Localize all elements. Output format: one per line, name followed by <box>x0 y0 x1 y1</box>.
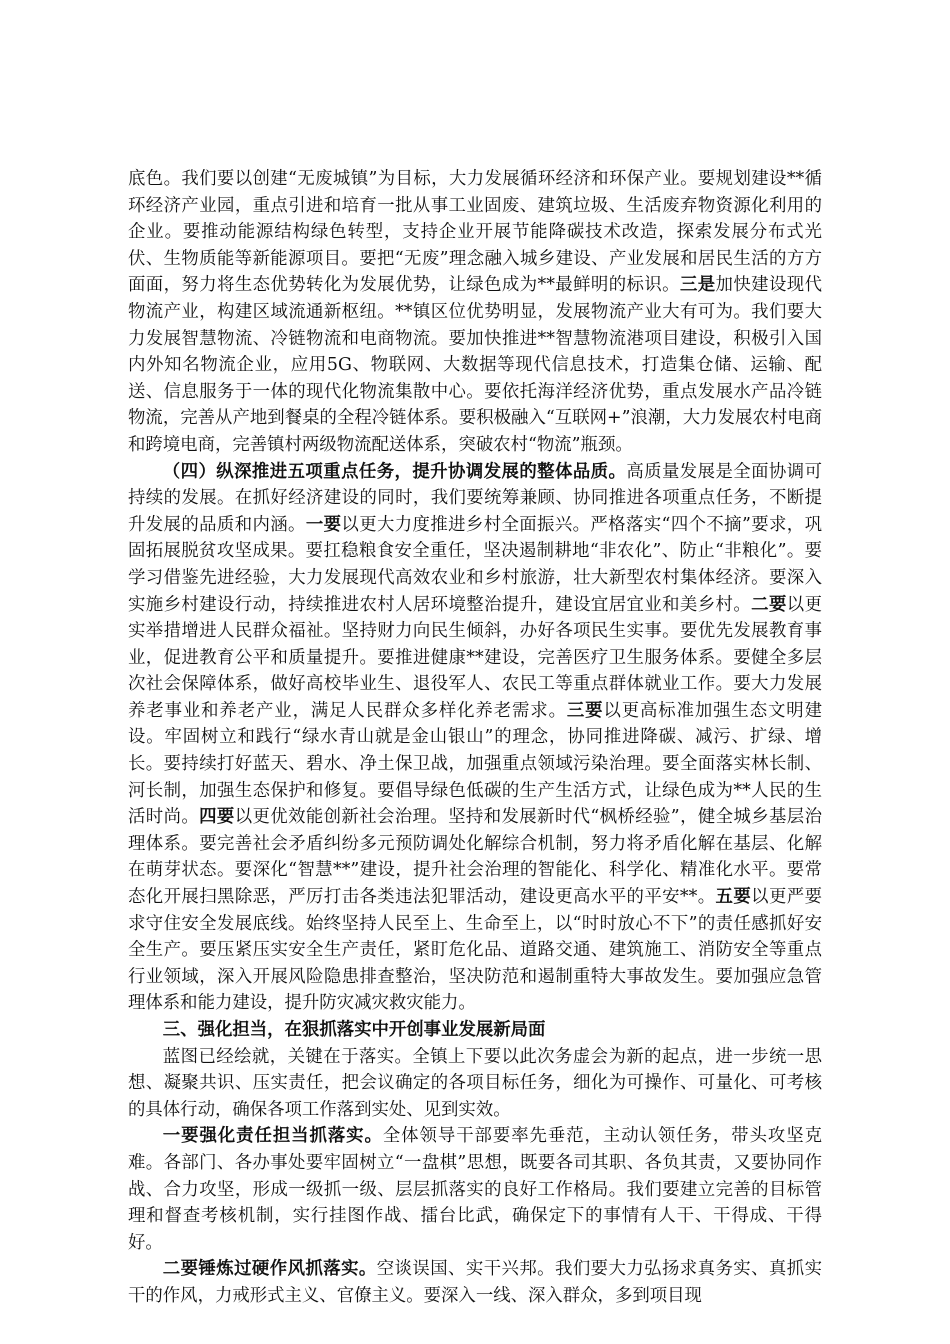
paragraph-text: 以更大力度推进乡村全面振兴。严格落实“四个不摘”要求，巩固拓展脱贫攻坚成果。要扛稳粮食安全重任，坚决遏制耕地“非农化”、防止“非粮化”。要学习借鉴先进经验，大力发展现代高效农业和乡村旅游，壮大新型农村集体经济。要深入实施乡村建设行动，持续推进农村人居环境整治提升，建设宜居宜业和美乡村。 <box>128 514 822 615</box>
section-heading: 三、强化担当，在狠抓落实中开创事业发展新局面 <box>162 1020 546 1040</box>
section-intro: 蓝图已经绘就，关键在于落实。全镇上下要以此次务虚会为新的起点，进一步统一思想、凝聚共识、压实责任，把会议确定的各项目标任务，细化为可操作、可量化、可考核的具体行动，确保各项工作落到实处、见到实效。 <box>128 1046 822 1120</box>
paragraph-text: 空谈误国、实干兴邦。我们要大力弘扬求真务实、真抓实干的作风，力戒形式主义、官僚主义。要深入一线、深入群众，多到项目现 <box>128 1259 822 1306</box>
paragraph-responsibility <box>128 1123 822 1256</box>
paragraph-text: 全体领导干部要率先垂范，主动认领任务，带头攻坚克难。各部门、各办事处要牢固树立“一盘棋”思想，既要各司其职、各负其责，又要协同作战、合力攻坚，形成一级抓一级、层层抓落实的良好工作格局。我们要建立完善的目标管理和督查考核机制，实行挂图作战、擂台比武，确保定下的事情有人干、干得成、干得好。 <box>128 1126 822 1253</box>
bold-label: 三要 <box>566 700 604 721</box>
paragraph-work-style <box>128 1256 822 1309</box>
bold-label: 三是 <box>679 275 716 296</box>
paragraph-text: 加快建设现代物流产业，构建区域流通新枢纽。**镇区位优势明显，发展物流产业大有可为。我们要大力发展智慧物流、冷链物流和电商物流。要加快推进**智慧物流港项目建设，积极引入国内外知名物流企业，应用5G、物联网、大数据等现代信息技术，打造集仓储、运输、配送、信息服务于一体的现代化物流集散中心。要依托海洋经济优势，重点发展水产品冷链物流，完善从产地到餐桌的全程冷链体系。要积极融入“互联网+”浪潮，大力发展农村电商和跨境电商，完善镇村两级物流配送体系，突破农村“物流”瓶颈。 <box>128 275 822 455</box>
paragraph-heading: 一要强化责任担当抓落实。 <box>162 1126 383 1147</box>
paragraph-circular-economy <box>128 166 822 459</box>
paragraph-five-tasks <box>128 459 822 1017</box>
paragraph-text: 以更高标准加强生态文明建设。牢固树立和践行“绿水青山就是金山银山”的理念，协同推进降碳、减污、扩绿、增长。要持续打好蓝天、碧水、净土保卫战，加强重点领域污染治理。要全面落实林长制、河长制，加强生态保护和修复。要倡导绿色低碳的生产生活方式，让绿色成为**人民的生活时尚。 <box>128 700 822 828</box>
paragraph-text: 底色。我们要以创建“无废城镇”为目标，大力发展循环经济和环保产业。要规划建设**循环经济产业园，重点引进和培育一批从事工业固废、建筑垃圾、生活废弃物资源化利用的企业。要推动能源结构绿色转型，支持企业开展节能降碳技术改造，探索发展分布式光伏、生物质能等新能源项目。要把“无废”理念融入城乡建设、产业发展和居民生活的方方面面，努力将生态优势转化为发展优势，让绿色成为**最鲜明的标识。 <box>128 169 822 296</box>
bold-label: 一要 <box>305 514 342 535</box>
paragraph-heading: 二要锤炼过硬作风抓落实。 <box>162 1259 377 1280</box>
document-page <box>128 166 822 1310</box>
bold-label: 五要 <box>715 887 752 908</box>
paragraph-text: 以更优效能创新社会治理。坚持和发展新时代“枫桥经验”，健全城乡基层治理体系。要完善社会矛盾纠纷多元预防调处化解综合机制，努力将矛盾化解在基层、化解在萌芽状态。要深化“智慧**”建设，提升社会治理的智能化、科学化、精准化水平。要常态化开展扫黑除恶，严厉打击各类违法犯罪活动，建设更高水平的平安**。 <box>128 807 822 908</box>
subsection-heading: （四）纵深推进五项重点任务，提升协调发展的整体品质。 <box>162 461 627 482</box>
bold-label: 四要 <box>199 807 235 828</box>
paragraph-text: 以更严要求守住安全发展底线。始终坚持人民至上、生命至上，以“时时放心不下”的责任感抓好安全生产。要压紧压实安全生产责任，紧盯危化品、道路交通、建筑施工、消防安全等重点行业领域，深入开展风险隐患排查整治，坚决防范和遏制重特大事故发生。要加强应急管理体系和能力建设，提升防灾减灾救灾能力。 <box>128 887 822 1014</box>
paragraph-text: 以更实举措增进人民群众福祉。坚持财力向民生倾斜，办好各项民生实事。要优先发展教育事业，促进教育公平和质量提升。要推进健康**建设，完善医疗卫生服务体系。要健全多层次社会保障体系，做好高校毕业生、退役军人、农民工等重点群体就业工作。要大力发展养老事业和养老产业，满足人民群众多样化养老需求。 <box>128 594 822 721</box>
paragraph-text: 高质量发展是全面协调可持续的发展。在抓好经济建设的同时，我们要统筹兼顾、协同推进各项重点任务，不断提升发展的品质和内涵。 <box>128 461 822 535</box>
bold-label: 二要 <box>751 594 787 615</box>
